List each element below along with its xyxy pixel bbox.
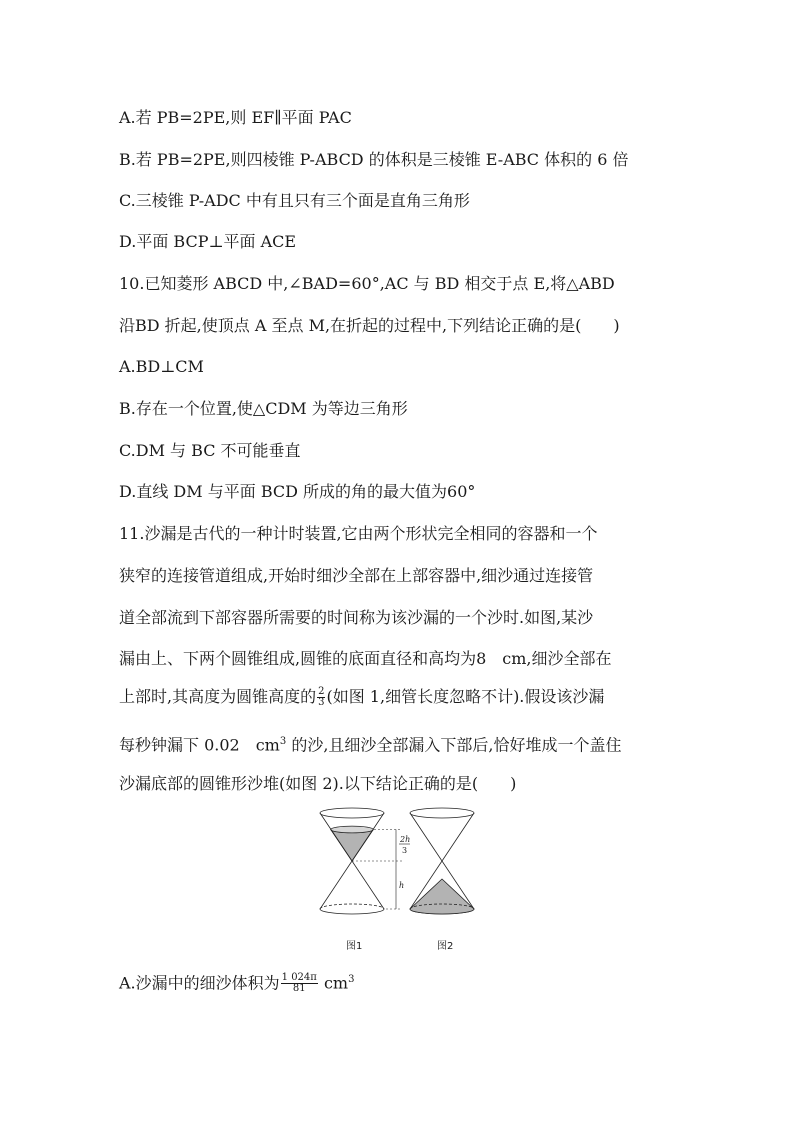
label-3: 3 <box>402 846 408 855</box>
figure2-hourglass <box>410 808 474 914</box>
volume-denominator: 81 <box>292 983 306 995</box>
volume-unit: cm <box>323 973 349 993</box>
fig2-top-ellipse <box>410 808 474 818</box>
cubic-superscript: 3 <box>279 736 287 747</box>
q10-option-c: C.DM 与 BC 不可能垂直 <box>119 441 301 460</box>
fig1-bottom-ellipse-front <box>320 909 384 914</box>
fig1-top-ellipse <box>320 808 384 818</box>
label-2h: 2h <box>400 835 411 844</box>
label-h: h <box>399 881 405 890</box>
fig1-bottom-ellipse-back <box>320 904 384 909</box>
q11-line5-pre: 上部时,其高度为圆锥高度的 <box>119 687 317 706</box>
volume-unit-superscript: 3 <box>348 974 355 985</box>
q11-line7: 沙漏底部的圆锥形沙堆(如图 2).以下结论正确的是( ) <box>119 774 517 793</box>
q11-line2: 狭窄的连接管道组成,开始时细沙全部在上部容器中,细沙通过连接管 <box>119 566 594 585</box>
volume-numerator: 1 024π <box>281 972 317 984</box>
q11-line5 <box>119 687 604 708</box>
fig2-sand-pile <box>410 879 474 914</box>
volume-fraction <box>281 973 318 994</box>
q11-line6 <box>119 732 622 755</box>
q11-option-a-pre: A.沙漏中的细沙体积为 <box>119 973 280 993</box>
figure2-caption: 图2 <box>437 941 454 952</box>
figure1-caption: 图1 <box>346 941 363 952</box>
q11-line4: 漏由上、下两个圆锥组成,圆锥的底面直径和高均为8 cm,细沙全部在 <box>119 649 612 668</box>
fig2-bottom-ellipse-front <box>410 909 474 914</box>
q10-stem-line1: 10.已知菱形 ABCD 中,∠BAD=60°,AC 与 BD 相交于点 E,将△ABD <box>119 274 615 293</box>
q11-line5-post: (如图 1,细管长度忽略不计).假设该沙漏 <box>326 687 605 706</box>
q10-stem-line2: 沿BD 折起,使顶点 A 至点 M,在折起的过程中,下列结论正确的是( ) <box>119 316 620 335</box>
q11-line1: 11.沙漏是古代的一种计时装置,它由两个形状完全相同的容器和一个 <box>119 524 598 543</box>
q10-option-d: D.直线 DM 与平面 BCD 所成的角的最大值为60° <box>119 482 476 501</box>
fraction-numerator: 2 <box>318 686 325 697</box>
q9-option-d: D.平面 BCP⊥平面 ACE <box>119 232 297 251</box>
q11-line6-post: 的沙,且细沙全部漏入下部后,恰好堆成一个盖住 <box>286 735 622 755</box>
fraction-denominator: 3 <box>318 697 325 708</box>
q11-option-a <box>119 970 354 994</box>
q9-option-a: A.若 PB=2PE,则 EF∥平面 PAC <box>119 108 352 127</box>
q11-line6-pre: 每秒钟漏下 0.02 cm <box>119 735 280 755</box>
fig1-upper-sand <box>331 830 374 862</box>
fig1-sand-surface <box>331 826 374 833</box>
q11-line3: 道全部流到下部容器所需要的时间称为该沙漏的一个沙时.如图,某沙 <box>119 608 594 627</box>
two-thirds-fraction <box>317 687 325 708</box>
q9-option-b: B.若 PB=2PE,则四棱锥 P-ABCD 的体积是三棱锥 E-ABC 体积的 6 倍 <box>119 150 629 169</box>
q10-option-b: B.存在一个位置,使△CDM 为等边三角形 <box>119 399 408 418</box>
hourglass-figure <box>310 800 490 920</box>
q9-option-c: C.三棱锥 P-ADC 中有且只有三个面是直角三角形 <box>119 191 470 210</box>
dimension-labels <box>399 835 410 890</box>
q10-option-a: A.BD⊥CM <box>119 357 204 376</box>
